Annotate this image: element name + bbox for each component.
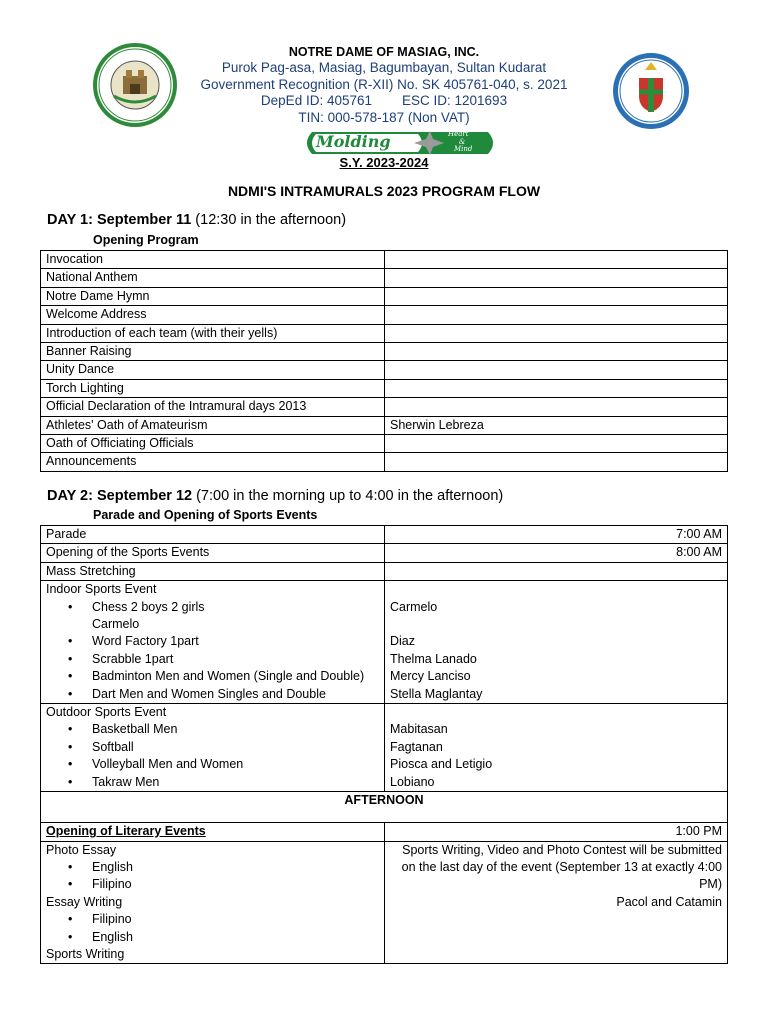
table-row bbox=[41, 704, 728, 792]
program-item-cell: National Anthem bbox=[41, 269, 385, 287]
program-person-cell bbox=[385, 361, 728, 379]
literary-events-cell bbox=[41, 841, 385, 964]
literary-opening-label: Opening of Literary Events bbox=[46, 824, 206, 839]
table-row bbox=[41, 251, 728, 269]
motto-main-word: Molding bbox=[316, 132, 391, 151]
program-person-cell bbox=[385, 435, 728, 453]
day1-section-title: Opening Program bbox=[93, 233, 199, 247]
outdoor-people-cell bbox=[385, 704, 728, 792]
day2-program-table bbox=[40, 525, 728, 964]
program-item-cell: Unity Dance bbox=[41, 361, 385, 379]
table-row bbox=[41, 306, 728, 324]
day1-heading bbox=[47, 212, 346, 228]
list-item: • English bbox=[46, 859, 379, 876]
table-row bbox=[41, 416, 728, 434]
opening-sports-time-cell: 8:00 AM bbox=[385, 544, 728, 562]
program-item-cell: Welcome Address bbox=[41, 306, 385, 324]
list-item: • English bbox=[46, 929, 379, 946]
program-person-cell bbox=[385, 453, 728, 471]
table-row bbox=[41, 343, 728, 361]
literary-note: Sports Writing, Video and Photo Contest will be submitted on the last day of the event (September 13 at exactly 4:00 PM) bbox=[401, 842, 722, 892]
spacer bbox=[390, 616, 722, 633]
empty-cell bbox=[385, 562, 728, 580]
program-person-cell: Sherwin Lebreza bbox=[385, 416, 728, 434]
school-year: S.Y. 2023-2024 bbox=[339, 155, 429, 170]
diocese-seal-logo bbox=[612, 52, 690, 130]
person-name: Diaz bbox=[390, 634, 416, 649]
list-item: • Takraw Men bbox=[46, 774, 379, 791]
mass-stretching-cell: Mass Stretching bbox=[41, 562, 385, 580]
list-item: • Chess 2 boys 2 girls bbox=[46, 599, 379, 616]
table-row bbox=[41, 841, 728, 964]
program-item-cell: Invocation bbox=[41, 251, 385, 269]
school-name: NOTRE DAME OF MASIAG, INC. bbox=[288, 45, 480, 59]
day2-section-title: Parade and Opening of Sports Events bbox=[93, 508, 318, 522]
table-row bbox=[41, 398, 728, 416]
literary-notes-cell bbox=[385, 841, 728, 964]
person-name: Piosca and Letigio bbox=[390, 757, 493, 772]
day1-label: DAY 1: September 11 bbox=[47, 212, 192, 228]
document-title: NDMI'S INTRAMURALS 2023 PROGRAM FLOW bbox=[227, 183, 541, 199]
list-item: • Word Factory 1part bbox=[46, 633, 379, 650]
list-item: • Dart Men and Women Singles and Double bbox=[46, 686, 379, 703]
day2-heading bbox=[47, 488, 503, 504]
spacer bbox=[390, 704, 722, 721]
table-row bbox=[41, 792, 728, 823]
school-address: Purok Pag-asa, Masiag, Bagumbayan, Sultan Kudarat bbox=[221, 60, 547, 75]
table-row bbox=[41, 269, 728, 287]
day2-time: (7:00 in the morning up to 4:00 in the afternoon) bbox=[192, 488, 504, 504]
opening-sports-cell: Opening of the Sports Events bbox=[41, 544, 385, 562]
list-item-sub: Carmelo bbox=[92, 617, 140, 632]
essay-writing-title: Essay Writing bbox=[46, 894, 123, 909]
program-item-cell: Athletes' Oath of Amateurism bbox=[41, 416, 385, 434]
table-row bbox=[41, 379, 728, 397]
list-item: • Scrabble 1part bbox=[46, 651, 379, 668]
program-person-cell bbox=[385, 398, 728, 416]
motto-banner bbox=[302, 129, 498, 157]
government-recognition: Government Recognition (R-XII) No. SK 405761-040, s. 2021 bbox=[200, 77, 568, 92]
program-person-cell bbox=[385, 306, 728, 324]
program-item-cell: Notre Dame Hymn bbox=[41, 287, 385, 305]
school-seal-logo bbox=[92, 42, 178, 128]
table-row bbox=[41, 324, 728, 342]
school-ids: DepEd ID: 405761 ESC ID: 1201693 bbox=[260, 93, 508, 108]
list-item: • Filipino bbox=[46, 876, 379, 893]
afternoon-heading-cell: AFTERNOON bbox=[41, 792, 728, 823]
person-name: Mercy Lanciso bbox=[390, 669, 471, 684]
table-row bbox=[41, 581, 728, 704]
list-item: • Filipino bbox=[46, 911, 379, 928]
person-name: Carmelo bbox=[390, 599, 438, 614]
person-name: Lobiano bbox=[390, 774, 435, 789]
person-name: Stella Maglantay bbox=[390, 686, 483, 701]
table-row bbox=[41, 544, 728, 562]
person-name: Fagtanan bbox=[390, 739, 443, 754]
program-person-cell bbox=[385, 251, 728, 269]
program-item-cell: Torch Lighting bbox=[41, 379, 385, 397]
table-row bbox=[41, 453, 728, 471]
program-person-cell bbox=[385, 287, 728, 305]
program-person-cell bbox=[385, 343, 728, 361]
program-person-cell bbox=[385, 324, 728, 342]
program-person-cell bbox=[385, 269, 728, 287]
indoor-sports-cell bbox=[41, 581, 385, 704]
literary-time-cell: 1:00 PM bbox=[385, 823, 728, 841]
table-row bbox=[41, 526, 728, 544]
outdoor-title: Outdoor Sports Event bbox=[46, 705, 167, 720]
list-item: • Softball bbox=[46, 739, 379, 756]
program-item-cell: Introduction of each team (with their yells) bbox=[41, 324, 385, 342]
program-item-cell: Banner Raising bbox=[41, 343, 385, 361]
program-person-cell bbox=[385, 379, 728, 397]
literary-people: Pacol and Catamin bbox=[616, 894, 722, 909]
list-item: • Basketball Men bbox=[46, 721, 379, 738]
person-name: Mabitasan bbox=[390, 722, 448, 737]
parade-cell: Parade bbox=[41, 526, 385, 544]
indoor-people-cell bbox=[385, 581, 728, 704]
program-item-cell: Oath of Officiating Officials bbox=[41, 435, 385, 453]
school-tin: TIN: 000-578-187 (Non VAT) bbox=[298, 110, 470, 125]
parade-time-cell: 7:00 AM bbox=[385, 526, 728, 544]
photo-essay-title: Photo Essay bbox=[46, 842, 117, 857]
literary-opening-cell bbox=[41, 823, 385, 841]
motto-word-ampersand: & bbox=[459, 138, 466, 146]
motto-word-mind: Mind bbox=[454, 145, 473, 153]
indoor-title: Indoor Sports Event bbox=[46, 582, 157, 597]
table-row bbox=[41, 435, 728, 453]
day1-program-table bbox=[40, 250, 728, 472]
list-item: • Badminton Men and Women (Single and Double) bbox=[46, 668, 379, 685]
table-row bbox=[41, 287, 728, 305]
person-name: Thelma Lanado bbox=[390, 651, 477, 666]
motto-word-heart: Heart bbox=[448, 130, 469, 138]
outdoor-sports-cell bbox=[41, 704, 385, 792]
day1-time: (12:30 in the afternoon) bbox=[191, 212, 347, 228]
sports-writing-title: Sports Writing bbox=[46, 946, 125, 961]
day2-label: DAY 2: September 12 bbox=[47, 488, 193, 504]
spacer bbox=[390, 581, 722, 598]
program-item-cell: Announcements bbox=[41, 453, 385, 471]
table-row bbox=[41, 562, 728, 580]
list-item: • Volleyball Men and Women bbox=[46, 756, 379, 773]
table-row bbox=[41, 361, 728, 379]
program-item-cell: Official Declaration of the Intramural days 2013 bbox=[41, 398, 385, 416]
table-row bbox=[41, 823, 728, 841]
